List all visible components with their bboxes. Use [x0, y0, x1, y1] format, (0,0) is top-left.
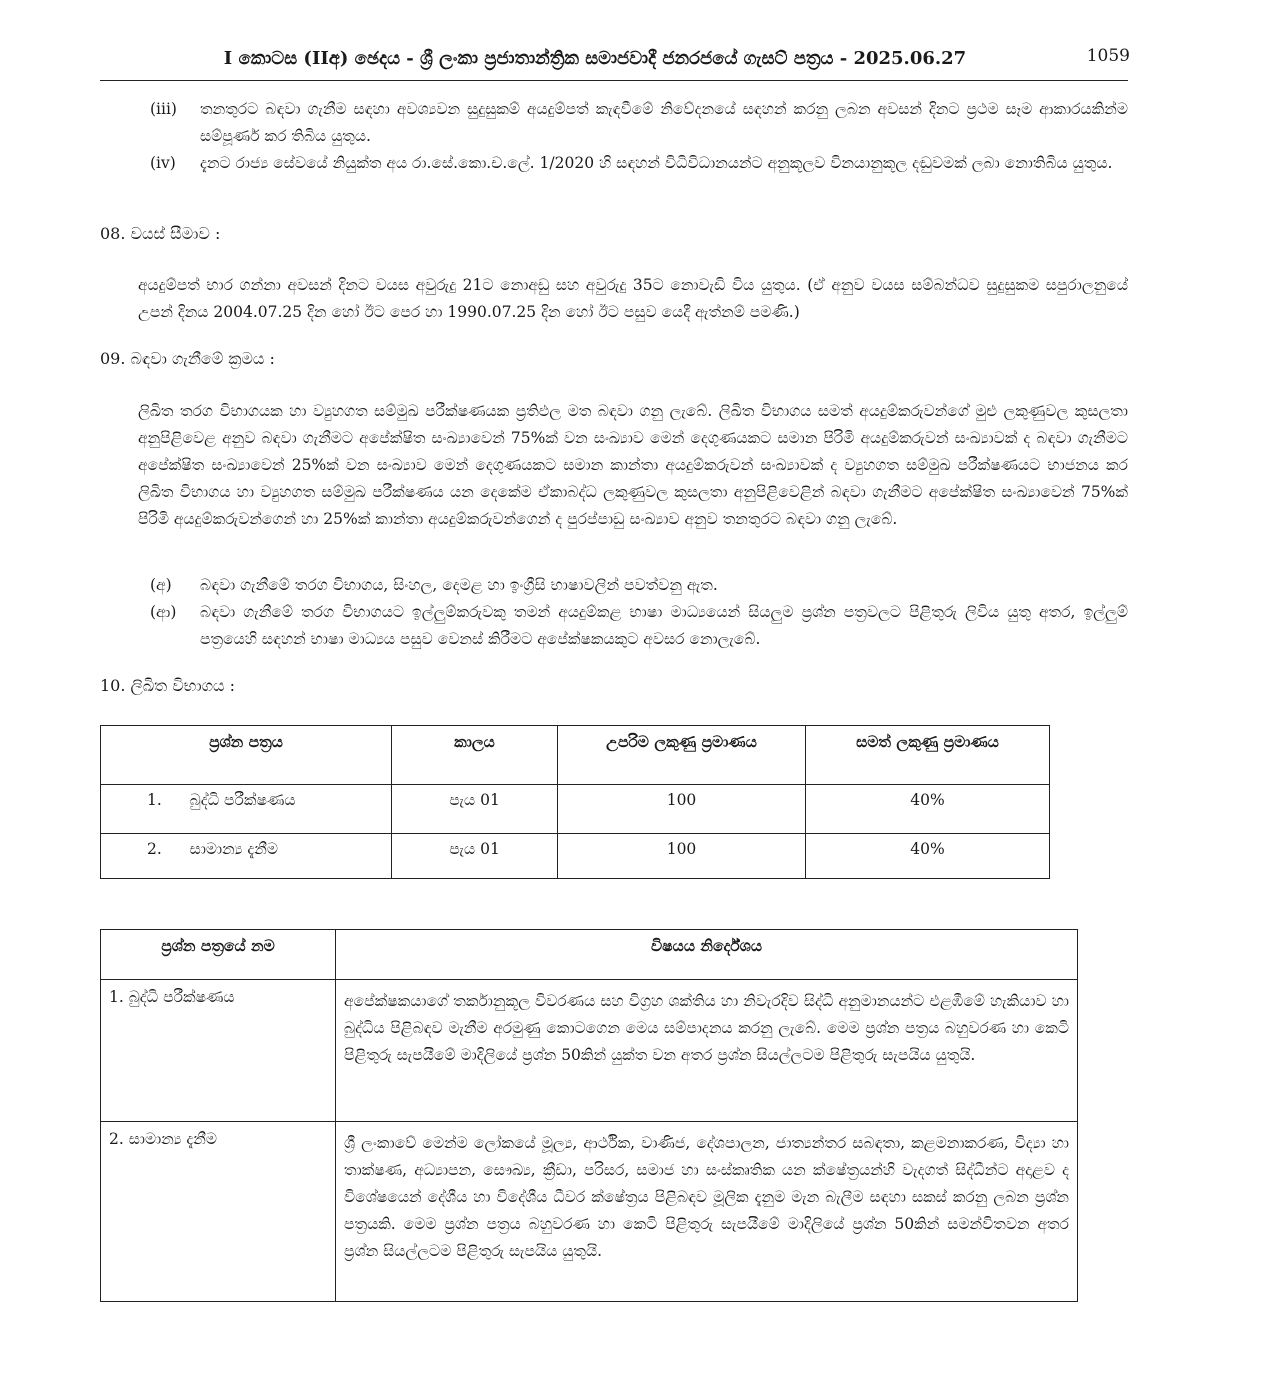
max-marks-cell: 100	[558, 834, 806, 879]
table-row	[101, 785, 1050, 834]
table-row	[101, 1122, 1078, 1302]
paper-name-cell: 2. සාමාන්‍ය දැනීම	[101, 1122, 336, 1302]
age-limit-text: අයදුම්පත් භාර ගන්නා අවසන් දිනට වයස අවුරුදු 21ට නොඅඩු සහ අවුරුදු 35ට නොවැඩි විය යුතුය. (ඒ අනුව වයස සම්බන්ධව සුදුසුකම සපුරාලනුයේ උපන් දිනය 2004.07.25 දින හෝ ඊට පෙර හා 1990.07.25 දින හෝ ඊට පසුව යෙදී ඇත්නම් පමණි.)	[138, 276, 1128, 321]
list-item-text: බඳවා ගැනීමේ තරග විභාගයට ඉල්ලුම්කරුවකු තමන් අයදුම්කළ භාෂා මාධ්‍යයෙන් සියලුම ප්‍රශ්න පත්‍රවලට පිළිතුරු ලිවිය යුතු අතර, ඉල්ලුම් පත්‍රයෙහි සඳහන් භාෂා මාධ්‍යය පසුව වෙනස් කිරීමට අපේක්ෂකයකුට අවසර නොලැබේ.	[200, 603, 1128, 648]
list-marker: (iv)	[150, 154, 176, 172]
page-number: 1059	[1086, 46, 1130, 66]
paper-name: බුද්ධි පරීක්ෂණය	[189, 791, 296, 809]
row-number: 1.	[147, 791, 162, 809]
column-header: කාලය	[392, 726, 558, 785]
list-item	[150, 599, 1128, 653]
row-number: 2.	[147, 840, 162, 858]
syllabus-cell: අපේක්ෂකයාගේ තර්කානුකූල විවරණය සහ විග්‍රහ ශක්තිය හා නිවැරදිව සිද්ධි අනුමානයන්ට එළඹීමේ හැකියාව හා බුද්ධිය පිළිබඳව මැනීම අරමුණු කොටගෙන මෙය සම්පාදනය කරනු ලැබේ. මෙම ප්‍රශ්න පත්‍රය බහුවරණ හා කෙටි පිළිතුරු සැපයීමේ මාදිලියේ ප්‍රශ්න 50කින් යුක්ත වන අතර ප්‍රශ්න සියල්ලටම පිළිතුරු සැපයිය යුතුයි.	[336, 980, 1078, 1122]
column-header: ප්‍රශ්න පත්‍රය	[101, 726, 392, 785]
eligibility-list	[150, 96, 1128, 177]
list-item-text: දැනට රාජ්‍ය සේවයේ නියුක්ත අය රා.සේ.කො.ච.ලේ. 1/2020 හි සඳහන් විධිවිධානයන්ට අනුකූලව විනයානුකූල දඬුවමක් ලබා නොතිබිය යුතුය.	[200, 154, 1113, 172]
list-item	[150, 150, 1128, 177]
section-heading-written-exam: 10. ලිඛිත විභාගය :	[100, 676, 236, 695]
paper-cell	[101, 834, 392, 879]
table-header-row	[101, 726, 1050, 785]
table-row	[101, 980, 1078, 1122]
duration-cell: පැය 01	[392, 834, 558, 879]
column-header: සමත් ලකුණු ප්‍රමාණය	[806, 726, 1050, 785]
pass-marks-cell: 40%	[806, 785, 1050, 834]
paper-name-cell: 1. බුද්ධි පරීක්ෂණය	[101, 980, 336, 1122]
list-marker: (ආ)	[150, 603, 177, 621]
column-header: උපරිම ලකුණු ප්‍රමාණය	[558, 726, 806, 785]
pass-marks-cell: 40%	[806, 834, 1050, 879]
column-header: විෂයය නිර්දේශය	[336, 930, 1078, 980]
list-item	[150, 96, 1128, 150]
recruitment-method-text: ලිඛිත තරග විභාගයක හා ව්‍යුහගත සම්මුඛ පරීක්ෂණයක ප්‍රතිඵල මත බඳවා ගනු ලැබේ. ලිඛිත විභාගය සමත් අයදුම්කරුවන්ගේ මුළු ලකුණුවල කුසලතා අනුපිළිවෙළ අනුව බඳවා ගැනීමට අපේක්ෂිත සංඛ්‍යාවෙන් 75%ක් වන සංඛ්‍යාව මෙන් දෙගුණයකට සමාන පිරිමි අයදුම්කරුවන් සංඛ්‍යාවක් ද බඳවා ගැනීමට අපේක්ෂිත සංඛ්‍යාවෙන් 25%ක් වන සංඛ්‍යාව මෙන් දෙගුණයකට සමාන කාන්තා අයදුම්කරුවන් සංඛ්‍යාවක් ද ව්‍යුහගත සම්මුඛ පරීක්ෂණයට භාජනය කර ලිඛිත විභාගය හා ව්‍යුහගත සම්මුඛ පරීක්ෂණය යන දෙකේම ඒකාබද්ධ ලකුණුවල කුසලතා අනුපිළිවෙළින් බඳවා ගැනීමට අපේක්ෂිත සංඛ්‍යාවෙන් 75%ක් පිරිමි අයදුම්කරුවන්ගෙන් හා 25%ක් කාන්තා අයදුම්කරුවන්ගෙන් ද පුරප්පාඩු සංඛ්‍යාව අනුව තනතුරට බඳවා ගනු ලැබේ.	[138, 402, 1128, 528]
list-item-text: තනතුරට බඳවා ගැනීම සඳහා අවශ්‍යවන සුදුසුකම් අයදුම්පත් කැඳවීමේ නිවේදනයේ සඳහන් කරනු ලබන අවසන් දිනට ප්‍රථම සෑම ආකාරයකින්ම සම්පූර්ණ කර තිබිය යුතුය.	[200, 100, 1128, 145]
exam-table	[100, 725, 1050, 879]
header-divider	[100, 80, 1128, 81]
max-marks-cell: 100	[558, 785, 806, 834]
gazette-header-title: I කොටස (IIඅ) ඡෙදය - ශ්‍රී ලංකා ප්‍රජාතාන්ත්‍රික සමාජවාදී ජනරජයේ ගැසට් පත්‍රය - 2025.06.27	[223, 48, 967, 69]
exam-language-list	[150, 572, 1128, 653]
duration-cell: පැය 01	[392, 785, 558, 834]
list-marker: (අ)	[150, 576, 172, 594]
syllabus-cell: ශ්‍රී ලංකාවේ මෙන්ම ලෝකයේ මූල්‍ය, ආර්ථික, වාණිජ, දේශපාලන, ජාත්‍යන්තර සබඳතා, කළමනාකරණ, විද්‍යා හා තාක්ෂණ, අධ්‍යාපන, සෞඛ්‍ය, ක්‍රීඩා, පරිසර, සමාජ හා සංස්කෘතික යන ක්ෂේත්‍රයන්හි වැදගත් සිද්ධීන්ට අදාළව ද විශේෂයෙන් දේශීය හා විදේශීය ධීවර ක්ෂේත්‍රය පිළිබඳව මූලික දැනුම මැන බැලීම සඳහා සකස් කරනු ලබන ප්‍රශ්න පත්‍රයකි. මෙම ප්‍රශ්න පත්‍රය බහුවරණ හා කෙටි පිළිතුරු සැපයීමේ මාදිලියේ ප්‍රශ්න 50කින් සමන්විතවන අතර ප්‍රශ්න සියල්ලටම පිළිතුරු සැපයිය යුතුයි.	[336, 1122, 1078, 1302]
list-marker: (iii)	[150, 100, 177, 118]
table-header-row	[101, 930, 1078, 980]
column-header: ප්‍රශ්න පත්‍රයේ නම	[101, 930, 336, 980]
table-row	[101, 834, 1050, 879]
list-item	[150, 572, 1128, 599]
section-heading-recruitment-method: 09. බඳවා ගැනීමේ ක්‍රමය :	[100, 349, 275, 368]
list-item-text: බඳවා ගැනීමේ තරග විභාගය, සිංහල, දෙමළ හා ඉංග්‍රීසි භාෂාවලින් පවත්වනු ඇත.	[200, 576, 718, 594]
syllabus-table	[100, 929, 1078, 1302]
paper-name: සාමාන්‍ය දැනීම	[189, 840, 278, 858]
section-heading-age-limit: 08. වයස් සීමාව :	[100, 224, 221, 243]
paper-cell	[101, 785, 392, 834]
